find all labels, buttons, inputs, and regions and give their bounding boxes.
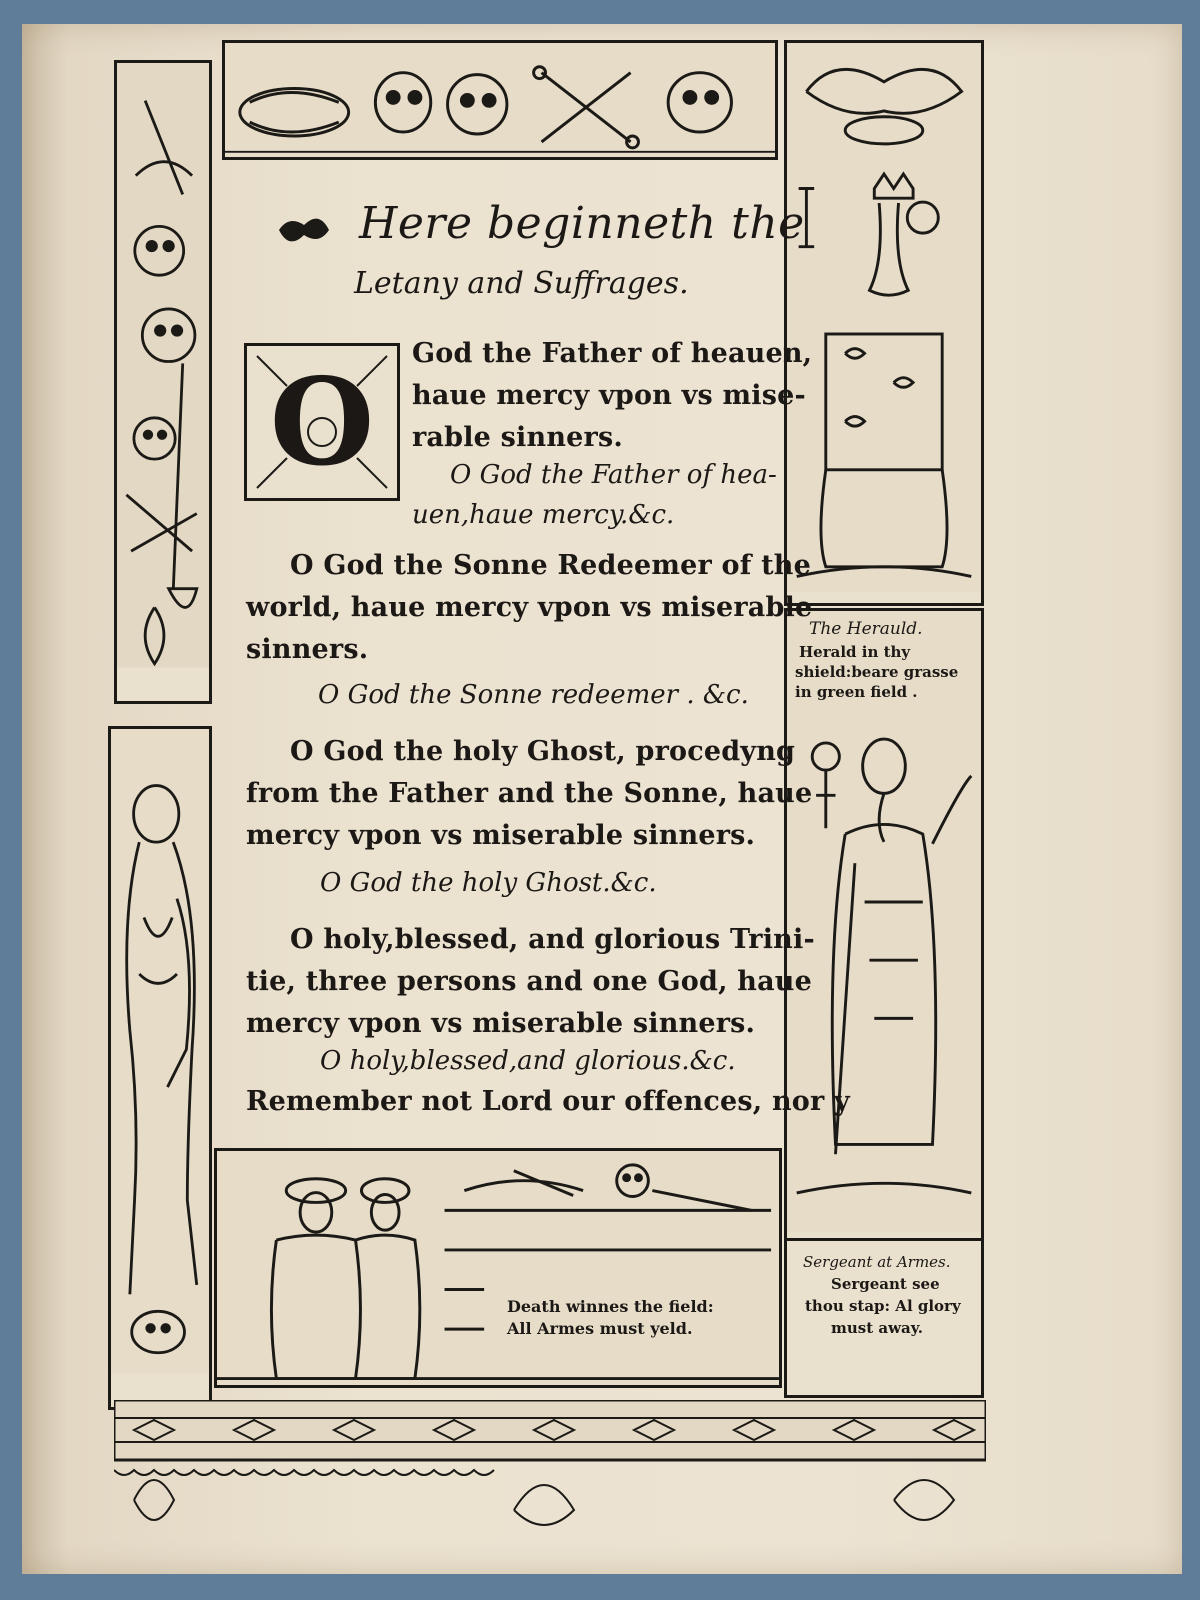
- petition-line: haue mercy vpon vs mise-: [412, 380, 806, 411]
- corpse-figure-illustration: [111, 729, 209, 1374]
- petition-line: God the Father of heauen,: [412, 338, 813, 369]
- petition-line: tie, three persons and one God, haue: [246, 966, 813, 997]
- response-line: O God the Father of hea-: [450, 460, 777, 490]
- right-top-border-woodcut: [784, 40, 984, 606]
- petition-line: O God the Sonne Redeemer of the: [290, 550, 812, 581]
- petition-line: O God the holy Ghost, procedyng: [290, 736, 796, 767]
- death-verse-line: All Armes must yeld.: [507, 1319, 693, 1338]
- response-line: O God the holy Ghost.&c.: [320, 868, 657, 898]
- bottom-border-woodcut: [214, 1148, 782, 1388]
- response-line: O God the Sonne redeemer . &c.: [318, 680, 749, 710]
- death-figures-illustration: [217, 1151, 779, 1388]
- page-heading: Here beginneth the: [359, 198, 805, 249]
- herauld-illustration: [787, 611, 981, 1232]
- left-top-border-woodcut: [114, 60, 212, 704]
- litany-text-block: [244, 188, 850, 1148]
- petition-line: O holy,blessed, and glorious Trini-: [290, 924, 815, 955]
- sergeant-title: Sergeant at Armes.: [803, 1253, 951, 1271]
- response-line: uen,haue mercy.&c.: [412, 500, 675, 530]
- book-page: [22, 24, 1182, 1574]
- herauld-title: The Herauld.: [809, 619, 923, 639]
- petition-line: from the Father and the Sonne, haue: [246, 778, 813, 809]
- herauld-verse-line: Herald in thy: [799, 643, 911, 661]
- petition-line: sinners.: [246, 634, 369, 665]
- petition-line: mercy vpon vs miserable sinners.: [246, 1008, 756, 1039]
- initial-letter: O: [269, 351, 375, 493]
- response-line: O holy,blessed,and glorious.&c.: [320, 1046, 736, 1076]
- sergeant-verse-line: thou stap: Al glory: [805, 1297, 961, 1315]
- ornament-band-illustration: [114, 1400, 986, 1550]
- petition-line: rable sinners.: [412, 422, 623, 453]
- king-illustration: [787, 43, 981, 592]
- page-subheading: Letany and Suffrages.: [354, 266, 689, 301]
- death-verse-line: Death winnes the field:: [507, 1297, 714, 1316]
- petition-line: mercy vpon vs miserable sinners.: [246, 820, 756, 851]
- bottom-ornament-band: [114, 1400, 986, 1550]
- herauld-verse-line: shield:beare grasse: [795, 663, 959, 681]
- fleuron-icon: [274, 210, 334, 250]
- closing-line: Remember not Lord our offences, nor y: [246, 1086, 850, 1117]
- right-bottom-border-box: [784, 1238, 984, 1398]
- skeleton-illustration: [225, 43, 775, 160]
- sergeant-verse-line: must away.: [831, 1319, 923, 1337]
- bones-spade-illustration: [117, 63, 209, 668]
- petition-line: world, haue mercy vpon vs miserable: [246, 592, 813, 623]
- top-border-woodcut: [222, 40, 778, 160]
- herauld-verse-line: in green field .: [795, 683, 918, 701]
- left-bottom-border-woodcut: [108, 726, 212, 1410]
- decorated-initial: [244, 343, 400, 501]
- sergeant-verse-line: Sergeant see: [831, 1275, 940, 1293]
